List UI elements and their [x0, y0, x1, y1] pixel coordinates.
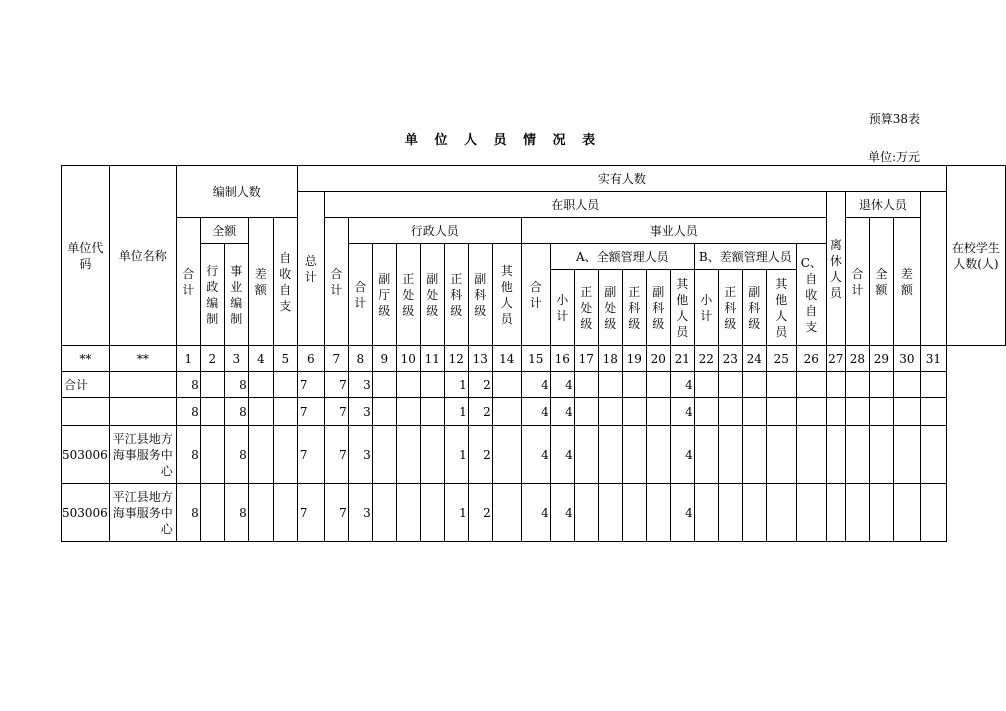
header-bianzhi: 编制人数 [176, 166, 297, 218]
index-number: 12 [444, 346, 468, 372]
cell-value: 4 [521, 426, 550, 484]
cell-value [845, 398, 869, 426]
header-b-qita: 其他人员 [766, 270, 796, 346]
cell-value: 7 [297, 426, 324, 484]
cell-value [372, 398, 396, 426]
cell-value: 7 [324, 372, 348, 398]
header-heji-s: 合计 [521, 244, 550, 346]
header-zaizhi: 在职人员 [324, 192, 826, 218]
index-number: 21 [670, 346, 694, 372]
index-row-body [62, 346, 1006, 372]
header-sy-bianzhi: 事业编制 [224, 244, 248, 346]
cell-value: 8 [176, 398, 200, 426]
cell-value [622, 372, 646, 398]
header-xingzheng: 行政人员 [348, 218, 521, 244]
table-row [62, 484, 1006, 542]
cell-value: 2 [468, 426, 492, 484]
cell-value: 4 [550, 426, 574, 484]
cell-value: 4 [521, 372, 550, 398]
header-lixiu: 离休人员 [826, 192, 845, 346]
cell-value: 8 [224, 372, 248, 398]
header-heji-t: 合计 [845, 218, 869, 346]
cell-value [622, 398, 646, 426]
header-b-fuke: 副科级 [742, 270, 766, 346]
cell-value [766, 484, 796, 542]
index-number: 3 [224, 346, 248, 372]
cell-value: 7 [297, 484, 324, 542]
cell-value [598, 398, 622, 426]
cell-value [273, 372, 297, 398]
table-row [62, 398, 1006, 426]
cell-value [742, 398, 766, 426]
index-number: 1 [176, 346, 200, 372]
index-number: 20 [646, 346, 670, 372]
cell-value [396, 426, 420, 484]
header-quane-t: 全额 [869, 218, 893, 346]
index-code: ** [62, 346, 110, 372]
cell-value [920, 398, 946, 426]
cell-value [893, 426, 920, 484]
cell-value [622, 426, 646, 484]
cell-value [372, 484, 396, 542]
header-heji-b: 合计 [176, 218, 200, 346]
header-heji-x: 合计 [348, 244, 372, 346]
cell-value [920, 372, 946, 398]
index-number: 27 [826, 346, 845, 372]
index-number: 15 [521, 346, 550, 372]
cell-value [622, 484, 646, 542]
cell-value [742, 484, 766, 542]
cell-value [492, 398, 521, 426]
header-name: 单位名称 [109, 166, 176, 346]
cell-value [826, 426, 845, 484]
index-row [62, 346, 1006, 372]
cell-value [826, 484, 845, 542]
cell-value [372, 372, 396, 398]
cell-unit-name: 平江县地方海事服务中心 [109, 426, 176, 484]
cell-value: 7 [297, 398, 324, 426]
cell-value [200, 398, 224, 426]
cell-value [492, 484, 521, 542]
cell-value [845, 426, 869, 484]
header-b-xiaoji: 小计 [694, 270, 718, 346]
index-number: 18 [598, 346, 622, 372]
cell-value: 1 [444, 484, 468, 542]
cell-value: 8 [224, 398, 248, 426]
cell-value [248, 372, 273, 398]
cell-unit-name [109, 398, 176, 426]
header-a-fuke: 副科级 [646, 270, 670, 346]
index-number: 24 [742, 346, 766, 372]
index-name: ** [109, 346, 176, 372]
cell-value [273, 484, 297, 542]
cell-unit-code: 503006 [62, 426, 110, 484]
cell-value [869, 372, 893, 398]
cell-value [796, 372, 826, 398]
header-chae-t: 差额 [893, 218, 920, 346]
header-futing: 副厅级 [372, 244, 396, 346]
cell-value: 7 [324, 398, 348, 426]
cell-value [869, 484, 893, 542]
cell-value [492, 372, 521, 398]
cell-value [200, 372, 224, 398]
cell-value: 4 [670, 484, 694, 542]
cell-value: 4 [550, 398, 574, 426]
header-a-qita: 其他人员 [670, 270, 694, 346]
table-header [62, 166, 1006, 346]
cell-value [766, 372, 796, 398]
cell-value [718, 426, 742, 484]
cell-value: 1 [444, 372, 468, 398]
index-number: 4 [248, 346, 273, 372]
cell-value [396, 372, 420, 398]
cell-value: 7 [324, 426, 348, 484]
header-a-xiaoji: 小计 [550, 270, 574, 346]
header-a-zhengke: 正科级 [622, 270, 646, 346]
cell-value [718, 398, 742, 426]
cell-value [420, 484, 444, 542]
cell-value [574, 372, 598, 398]
cell-value [920, 484, 946, 542]
cell-value: 3 [348, 484, 372, 542]
cell-value [420, 398, 444, 426]
index-number: 16 [550, 346, 574, 372]
cell-value [845, 484, 869, 542]
index-number: 11 [420, 346, 444, 372]
cell-value [893, 484, 920, 542]
cell-value [598, 426, 622, 484]
cell-value: 3 [348, 426, 372, 484]
cell-value [574, 398, 598, 426]
cell-value [273, 398, 297, 426]
cell-unit-code: 合计 [62, 372, 110, 398]
cell-value [574, 426, 598, 484]
header-c-group: C、自收自支 [796, 244, 826, 346]
cell-value [200, 484, 224, 542]
cell-value [796, 426, 826, 484]
cell-value [646, 372, 670, 398]
cell-value [694, 398, 718, 426]
cell-value [598, 372, 622, 398]
header-tuixiu: 退休人员 [845, 192, 920, 218]
cell-unit-code [62, 398, 110, 426]
cell-value: 4 [670, 372, 694, 398]
cell-value: 2 [468, 484, 492, 542]
cell-value [766, 426, 796, 484]
table-body [62, 372, 1006, 542]
cell-value [826, 372, 845, 398]
index-number: 25 [766, 346, 796, 372]
cell-value [273, 426, 297, 484]
cell-value [248, 426, 273, 484]
index-number: 2 [200, 346, 224, 372]
cell-value [646, 426, 670, 484]
cell-value: 8 [224, 426, 248, 484]
cell-value [742, 372, 766, 398]
cell-value [248, 398, 273, 426]
index-number: 10 [396, 346, 420, 372]
index-number: 26 [796, 346, 826, 372]
personnel-table [61, 165, 1006, 542]
cell-value [826, 398, 845, 426]
page-title: 单 位 人 员 情 况 表 [404, 133, 602, 148]
header-b-zhengke: 正科级 [718, 270, 742, 346]
header-zhengchu: 正处级 [396, 244, 420, 346]
cell-value [694, 372, 718, 398]
index-number: 22 [694, 346, 718, 372]
cell-value [766, 398, 796, 426]
header-fuke: 副科级 [468, 244, 492, 346]
cell-value [396, 484, 420, 542]
index-number: 19 [622, 346, 646, 372]
cell-value: 8 [176, 484, 200, 542]
header-xz-bianzhi: 行政编制 [200, 244, 224, 346]
cell-unit-code: 503006 [62, 484, 110, 542]
unit-label: 单位:万元 [867, 150, 920, 164]
index-number: 9 [372, 346, 396, 372]
cell-value [845, 372, 869, 398]
index-number: 6 [297, 346, 324, 372]
cell-value [718, 484, 742, 542]
header-quane: 全额 [200, 218, 248, 244]
index-number: 23 [718, 346, 742, 372]
cell-value [248, 484, 273, 542]
cell-value [796, 398, 826, 426]
cell-value [396, 398, 420, 426]
index-number: 17 [574, 346, 598, 372]
header-chae-b: 差额 [248, 218, 273, 346]
index-number: 13 [468, 346, 492, 372]
cell-unit-name: 平江县地方海事服务中心 [109, 484, 176, 542]
header-shiyou: 实有人数 [297, 166, 946, 192]
table-row [62, 426, 1006, 484]
cell-value [694, 426, 718, 484]
cell-value: 2 [468, 398, 492, 426]
header-a-zhengchu: 正处级 [574, 270, 598, 346]
cell-value [420, 426, 444, 484]
cell-value [869, 426, 893, 484]
cell-value [492, 426, 521, 484]
cell-value: 7 [324, 484, 348, 542]
cell-value [646, 484, 670, 542]
cell-value [742, 426, 766, 484]
cell-value [420, 372, 444, 398]
cell-value: 2 [468, 372, 492, 398]
header-zongji: 总计 [297, 192, 324, 346]
index-number: 28 [845, 346, 869, 372]
cell-value [893, 398, 920, 426]
table-row [62, 372, 1006, 398]
cell-value [694, 484, 718, 542]
cell-value: 4 [550, 372, 574, 398]
header-a-group: A、全额管理人员 [550, 244, 694, 270]
cell-unit-name [109, 372, 176, 398]
header-zhengke: 正科级 [444, 244, 468, 346]
cell-value: 3 [348, 372, 372, 398]
index-number: 5 [273, 346, 297, 372]
index-number: 30 [893, 346, 920, 372]
form-number: 预算38表 [868, 112, 920, 126]
header-b-group: B、差额管理人员 [694, 244, 796, 270]
header-a-fuchu: 副处级 [598, 270, 622, 346]
cell-value: 4 [550, 484, 574, 542]
cell-value: 1 [444, 426, 468, 484]
cell-value: 4 [670, 426, 694, 484]
cell-value: 4 [670, 398, 694, 426]
cell-value [893, 372, 920, 398]
index-number: 14 [492, 346, 521, 372]
cell-value: 8 [176, 426, 200, 484]
header-fuchu: 副处级 [420, 244, 444, 346]
cell-value: 4 [521, 484, 550, 542]
cell-value [646, 398, 670, 426]
header-heji-z: 合计 [324, 218, 348, 346]
cell-value [598, 484, 622, 542]
cell-value: 7 [297, 372, 324, 398]
header-qita-x: 其他人员 [492, 244, 521, 346]
index-number: 29 [869, 346, 893, 372]
index-number: 7 [324, 346, 348, 372]
cell-value [574, 484, 598, 542]
cell-value [796, 484, 826, 542]
cell-value: 3 [348, 398, 372, 426]
cell-value: 8 [176, 372, 200, 398]
cell-value: 4 [521, 398, 550, 426]
header-zishou-b: 自收自支 [273, 218, 297, 346]
cell-value [869, 398, 893, 426]
cell-value [200, 426, 224, 484]
header-code: 单位代码 [62, 166, 110, 346]
cell-value [372, 426, 396, 484]
index-number: 8 [348, 346, 372, 372]
cell-value: 1 [444, 398, 468, 426]
cell-value [920, 426, 946, 484]
cell-value [718, 372, 742, 398]
header-shiye: 事业人员 [521, 218, 826, 244]
cell-value: 8 [224, 484, 248, 542]
index-number: 31 [920, 346, 946, 372]
header-zaixiao: 在校学生人数(人) [946, 166, 1005, 346]
